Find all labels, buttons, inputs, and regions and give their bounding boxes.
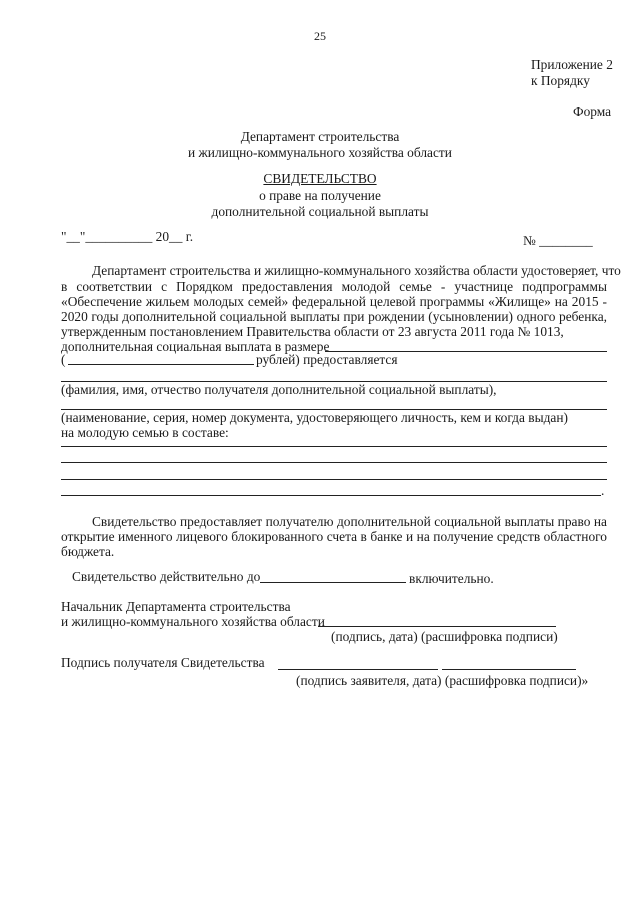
body-p1-line-5: утвержденным постановлением Правительства области от 23 августа 2011 года № 1013,	[61, 324, 564, 339]
validity-suffix: включительно.	[409, 571, 494, 586]
head-title-line-1: Начальник Департамента строительства	[61, 599, 291, 614]
family-member-line-1[interactable]	[61, 446, 607, 447]
family-member-line-3[interactable]	[61, 479, 607, 480]
validity-date-input-line[interactable]	[260, 582, 406, 583]
form-label: Форма	[573, 104, 612, 119]
recipient-signature-caption: (подпись заявителя, дата) (расшифровка подписи)»	[296, 673, 589, 688]
annex-line-2: к Порядку	[531, 73, 590, 88]
date-year-prefix: 20	[155, 229, 170, 244]
date-year-suffix: г.	[185, 229, 194, 244]
date-quote-open: "	[61, 229, 67, 244]
number-line	[523, 233, 593, 248]
head-signature-caption: (подпись, дата) (расшифровка подписи)	[331, 629, 558, 644]
page-number: 25	[314, 29, 326, 43]
annex-line-1: Приложение 2	[531, 57, 613, 72]
body-p1-line-3: «Обеспечение жильем молодых семей» федеральной целевой программы «Жилище» на 2015 -	[61, 294, 607, 309]
validity-prefix: Свидетельство действительно до	[72, 569, 261, 584]
number-blank: ________	[539, 233, 593, 248]
amount-words-input-line[interactable]	[68, 364, 254, 365]
document-title-text: СВИДЕТЕЛЬСТВО	[263, 171, 377, 186]
family-intro: на молодую семью в составе:	[61, 425, 229, 440]
head-title-line-2: и жилищно-коммунального хозяйства области	[61, 614, 325, 629]
document-subtitle-2: дополнительной социальной выплаты	[211, 204, 429, 219]
body-p1-line-4: 2020 годы дополнительной социальной выплаты при рождении (усыновлении) одного ребенка,	[61, 309, 607, 324]
identity-document-caption: (наименование, серия, номер документа, удостоверяющего личность, кем и когда выдан)	[61, 410, 568, 425]
department-line-1: Департамент строительства	[240, 129, 400, 144]
family-end-period: .	[601, 483, 605, 498]
body-p2-line-3: бюджета.	[61, 544, 115, 559]
body-p1-line-6: дополнительная социальная выплата в размере	[61, 339, 330, 354]
body-p2-line-1: Свидетельство предоставляет получателю дополнительной социальной выплаты право на	[92, 514, 607, 529]
department-line-2: и жилищно-коммунального хозяйства области	[188, 145, 452, 160]
document-subtitle-1: о праве на получение	[259, 188, 381, 203]
amount-open-paren: (	[61, 352, 66, 367]
date-day-blank: __	[66, 229, 80, 244]
recipient-name-transcript-input-line[interactable]	[442, 669, 576, 670]
head-signature-input-line[interactable]	[318, 626, 556, 627]
recipient-name-caption: (фамилия, имя, отчество получателя дополнительной социальной выплаты),	[61, 382, 497, 397]
date-month-blank: __________	[85, 229, 153, 244]
body-p1-line-1: Департамент строительства и жилищно-коммунального хозяйства области удостоверяет, что	[92, 263, 621, 278]
family-member-line-2[interactable]	[61, 462, 607, 463]
number-prefix: №	[523, 233, 536, 248]
body-p2-line-2: открытие именного лицевого блокированного счета в банке и на получение средств областного	[61, 529, 607, 544]
date-year-blank: __	[169, 229, 183, 244]
body-p1-line-2: в соответствии с Порядком предоставления молодой семье - участнице подпрограммы	[61, 279, 607, 294]
document-title	[0, 171, 640, 186]
date-quote-close: "	[79, 229, 86, 244]
date-line	[61, 229, 193, 244]
recipient-signature-input-line[interactable]	[278, 669, 438, 670]
recipient-signature-label: Подпись получателя Свидетельства	[61, 655, 265, 670]
amount-close-text: рублей) предоставляется	[256, 352, 398, 367]
family-member-line-4[interactable]	[61, 495, 601, 496]
